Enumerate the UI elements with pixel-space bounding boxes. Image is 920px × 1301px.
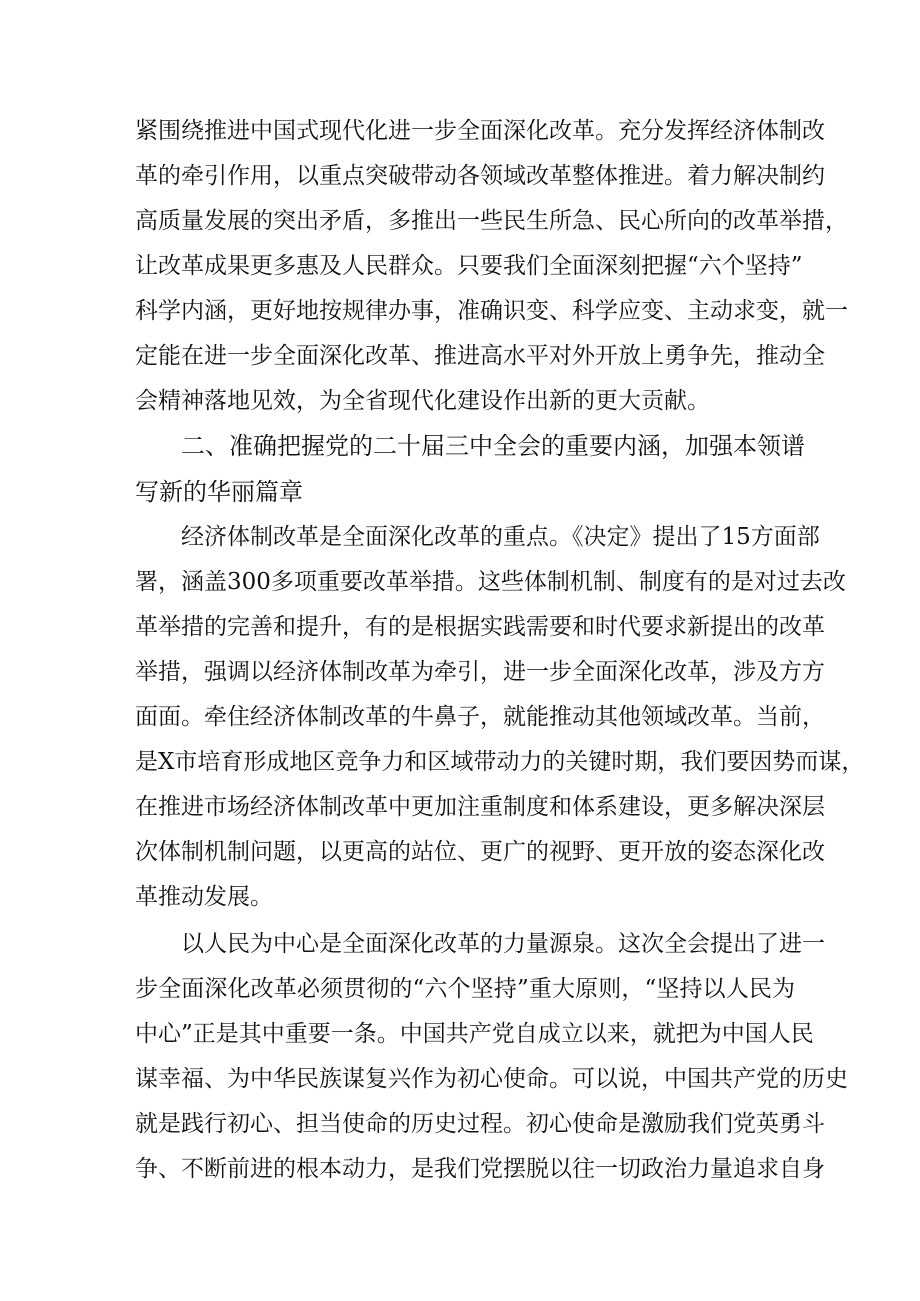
paragraph-line: 举措，强调以经济体制改革为牵引，进一步全面深化改革，涉及方方 [135, 659, 825, 685]
paragraph-line: 争、不断前进的根本动力，是我们党摆脱以往一切政治力量追求自身 [135, 1156, 825, 1182]
paragraph-line: 革举措的完善和提升，有的是根据实践需要和时代要求新提出的改革 [135, 614, 825, 640]
paragraph-line: 在推进市场经济体制改革中更加注重制度和体系建设，更多解决深层 [135, 794, 825, 820]
paragraph-line: 就是践行初心、担当使命的历史过程。初心使命是激励我们党英勇斗 [135, 1111, 825, 1137]
paragraph-line: 次体制机制问题，以更高的站位、更广的视野、更开放的姿态深化改 [135, 839, 825, 865]
paragraph-line: 经济体制改革是全面深化改革的重点。《决定》提出了15方面部 [181, 524, 820, 550]
paragraph-line: 定能在进一步全面深化改革、推进高水平对外开放上勇争先，推动全 [135, 343, 825, 369]
paragraph-line: 以人民为中心是全面深化改革的力量源泉。这次全会提出了进一 [181, 931, 825, 957]
paragraph-line: 让改革成果更多惠及人民群众。只要我们全面深刻把握“六个坚持” [135, 253, 803, 279]
paragraph-line: 高质量发展的突出矛盾，多推出一些民生所急、民心所向的改革举措， [135, 208, 848, 234]
paragraph-line: 革推动发展。 [135, 884, 273, 910]
heading-line: 二、准确把握党的二十届三中全会的重要内涵，加强本领谱 [181, 432, 805, 460]
paragraph-line: 步全面深化改革必须贯彻的“六个坚持”重大原则，“坚持以人民为 [135, 976, 795, 1002]
paragraph-line: 会精神落地见效，为全省现代化建设作出新的更大贡献。 [135, 388, 710, 414]
paragraph-line: 谋幸福、为中华民族谋复兴作为初心使命。可以说，中国共产党的历史 [135, 1066, 848, 1092]
paragraph-line: 革的牵引作用，以重点突破带动各领域改革整体推进。着力解决制约 [135, 163, 825, 189]
paragraph-line: 中心”正是其中重要一条。中国共产党自成立以来，就把为中国人民 [135, 1021, 814, 1047]
paragraph-line: 面面。牵住经济体制改革的牛鼻子，就能推动其他领域改革。当前， [135, 704, 825, 730]
paragraph-line: 科学内涵，更好地按规律办事，准确识变、科学应变、主动求变，就一 [135, 298, 848, 324]
heading-line: 写新的华丽篇章 [135, 478, 303, 506]
paragraph-line: 署，涵盖300多项重要改革举措。这些体制机制、制度有的是对过去改 [135, 569, 846, 595]
paragraph-line: 紧围绕推进中国式现代化进一步全面深化改革。充分发挥经济体制改 [135, 118, 825, 144]
paragraph-line: 是X市培育形成地区竞争力和区域带动力的关键时期，我们要因势而谋， [135, 749, 865, 775]
